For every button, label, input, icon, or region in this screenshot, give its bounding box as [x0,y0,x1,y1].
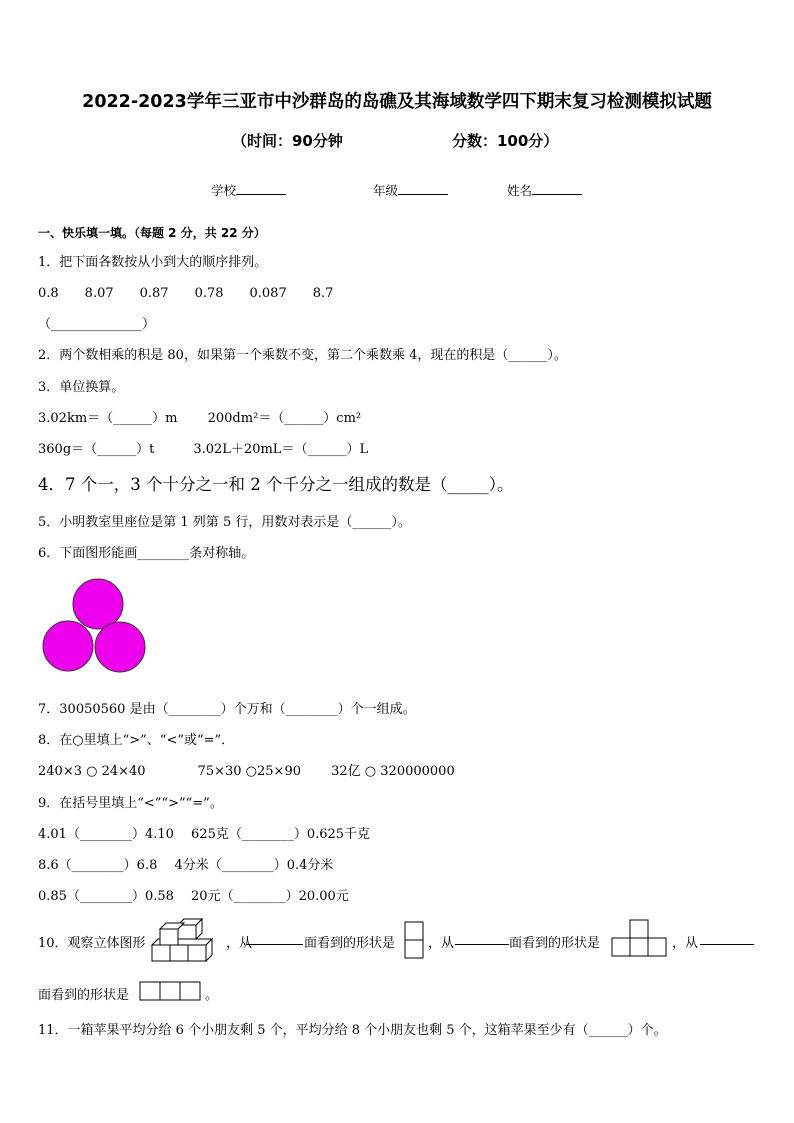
question-7: 7．30050560 是由（________）个万和（________）个一组成。 [38,702,416,717]
question-4: 4．7 个一，3 个十分之一和 2 个千分之一组成的数是（_____）。 [38,475,514,494]
section-title: 一、快乐填一填。（每题 2 分，共 22 分） [38,226,266,240]
name-blank[interactable] [532,182,582,195]
view-shape-1 [403,920,427,962]
question-6: 6．下面图形能画________条对称轴。 [38,546,255,561]
grade-field [373,181,448,199]
question-10-shape-3: 面看到的形状是 [38,988,130,1003]
exam-score: 分数：100分） [452,132,559,150]
question-9-c: 0.85（________）0.58 20元（________）20.00元 [38,889,349,904]
circle-right [95,622,145,672]
view-shape-3 [138,980,204,1002]
question-10-shape-2: 面看到的形状是 [509,936,601,951]
question-2: 2．两个数相乘的积是 80，如果第一个乘数不变，第二个乘数乘 4，现在的积是（______）。 [38,348,567,363]
view-shape-2 [610,918,670,960]
question-10-intro: 10．观察立体图形 [38,936,146,951]
question-8-items: 240×3 ○ 24×40 75×30 ○25×90 32亿 ○ 320000000 [38,764,455,779]
question-10-shape-1: 面看到的形状是 [304,936,396,951]
exam-time: （时间：90分钟 [232,132,343,150]
question-9-a: 4.01（________）4.10 625克（________）0.625千克 [38,827,371,842]
question-10-from-3: ，从 [672,936,699,951]
school-blank[interactable] [236,182,286,195]
question-3-a: 3.02km＝（______）m 200dm²＝（______）cm² [38,411,362,426]
question-5: 5．小明教室里座位是第 1 列第 5 行，用数对表示是（______）。 [38,515,411,530]
question-9: 9．在括号里填上“<”“>”“=”。 [38,796,223,811]
grade-label: 年级 [373,183,399,198]
circle-top [73,579,123,629]
q10-blank-1[interactable] [247,932,303,945]
question-1: 1．把下面各数按从小到大的顺序排列。 [38,255,268,270]
three-circles-figure [40,576,150,676]
q10-blank-3[interactable] [700,932,754,945]
grade-blank[interactable] [398,182,448,195]
question-10-from-1: ，从 [226,936,253,951]
name-label: 姓名 [507,183,533,198]
question-3-b: 360g＝（______）t 3.02L＋20mL＝（______）L [38,442,369,457]
circle-left [43,621,93,671]
question-10-from-2: ，从 [428,936,455,951]
question-11: 11．一箱苹果平均分给 6 个小朋友剩 5 个，平均分给 8 个小朋友也剩 5 个，这箱苹果至少有（______）个。 [38,1023,667,1038]
school-field [211,181,286,199]
q10-blank-2[interactable] [455,932,509,945]
question-8: 8．在○里填上“>”、“<”或“=”． [38,733,235,748]
page-title: 2022-2023学年三亚市中沙群岛的岛礁及其海域数学四下期末复习检测模拟试题 [82,92,712,112]
question-1-answer[interactable]: （______________） [38,317,156,332]
question-1-numbers: 0.8 8.07 0.87 0.78 0.087 8.7 [38,286,334,301]
question-9-b: 8.6（________）6.8 4分米（________）0.4分米 [38,858,334,873]
question-10-end: 。 [205,988,219,1003]
solid-figure-3d [150,915,220,963]
name-field [507,181,582,199]
question-3: 3．单位换算。 [38,380,125,395]
school-label: 学校 [211,183,237,198]
